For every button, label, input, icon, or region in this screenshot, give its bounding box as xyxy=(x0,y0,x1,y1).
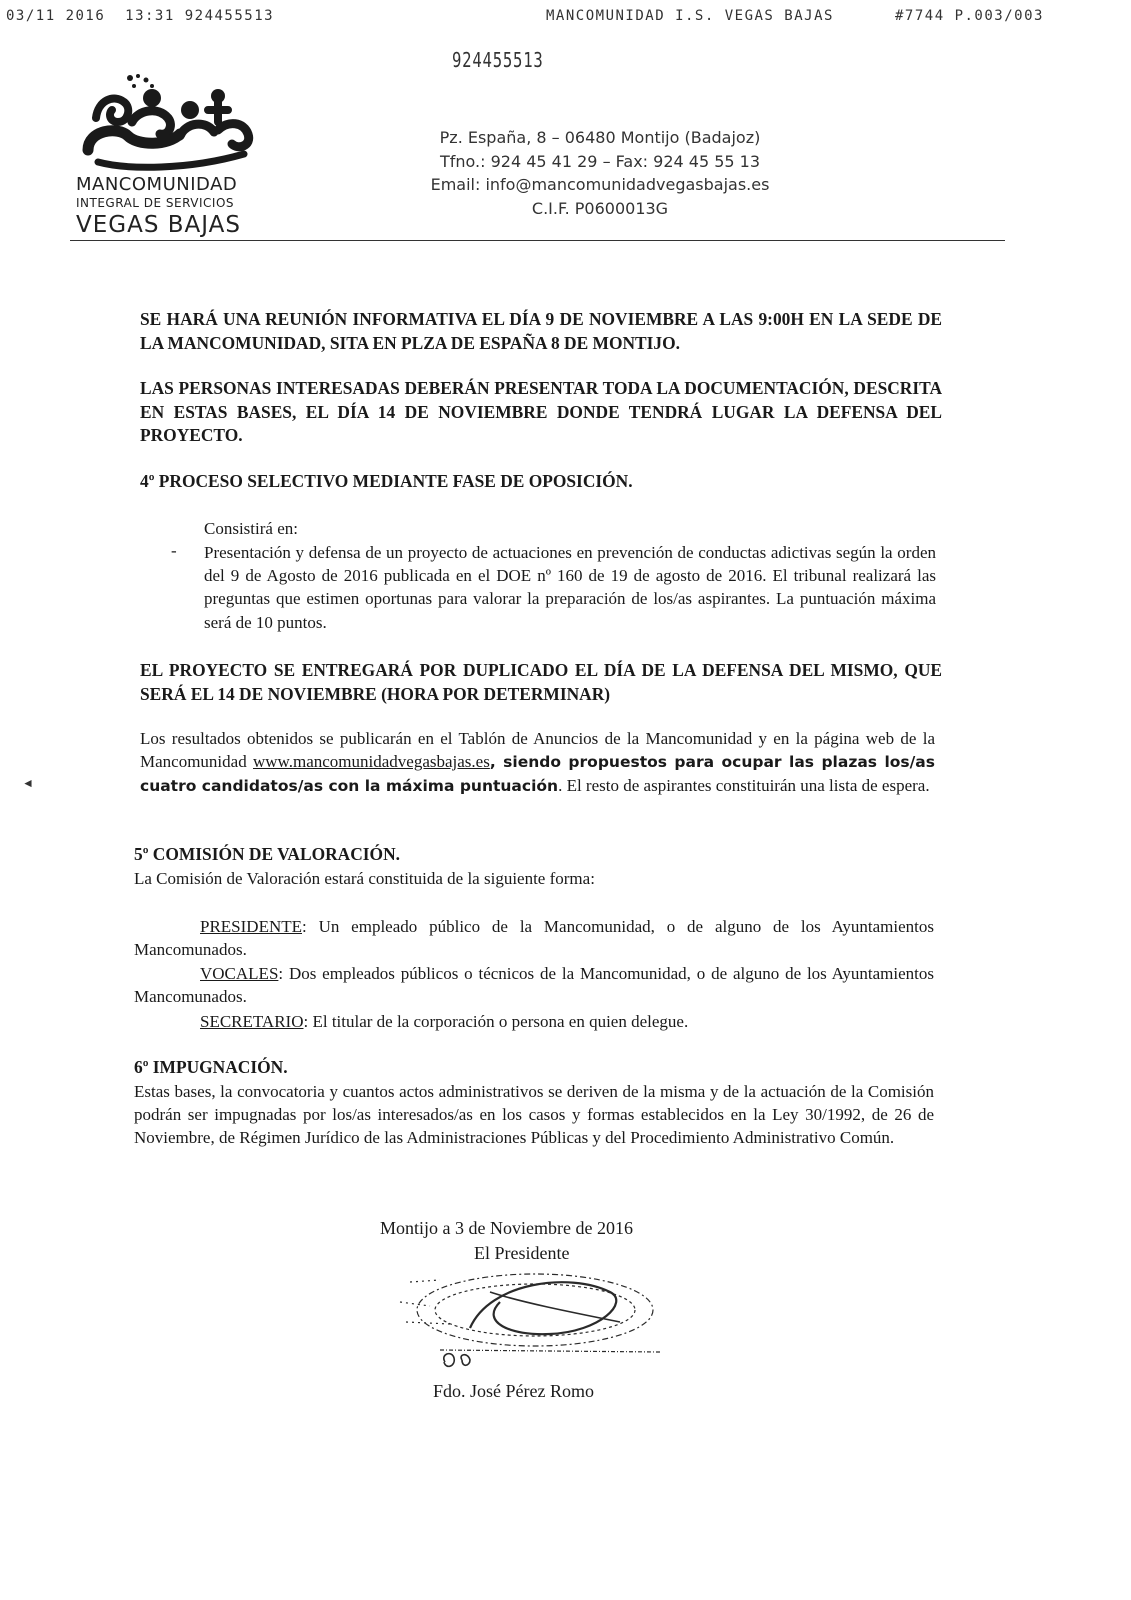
section-4-heading: 4º PROCESO SELECTIVO MEDIANTE FASE DE OPOSICIÓN. xyxy=(140,471,633,491)
fax-sender: MANCOMUNIDAD I.S. VEGAS BAJAS xyxy=(546,8,834,24)
section-6-heading: 6º IMPUGNACIÓN. xyxy=(134,1057,288,1077)
role-secretario-text: : El titular de la corporación o persona en quien delegue. xyxy=(303,1012,689,1031)
section-6-text: Estas bases, la convocatoria y cuantos actos administrativos se deriven de la misma y de la actuación de la Comisión podrán ser impugnadas por los/as interesados/as en los casos y formas establecidos en la Ley 30/1992, de 26 de Noviembre, de Régimen Jurídico de las Administraciones Públicas y del Procedimiento Administrativo Común. xyxy=(134,1082,934,1148)
letterhead-divider xyxy=(70,240,1005,241)
role-president xyxy=(134,915,934,961)
results-paragraph xyxy=(140,727,935,799)
official-stamp-signature-icon xyxy=(370,1262,670,1380)
role-president-text: : Un empleado público de la Mancomunidad, o de alguno de los Ayuntamientos Mancomunados. xyxy=(134,917,934,960)
role-president-label: PRESIDENTE xyxy=(200,917,302,936)
signer-name: Fdo. José Pérez Romo xyxy=(433,1381,594,1401)
section-5-intro: La Comisión de Valoración estará constituida de la siguiente forma: xyxy=(134,869,595,888)
role-vocales xyxy=(134,962,934,1008)
results-text-a: Los resultados obtenidos se publicarán en el Tablón de Anuncios de la Mancomunidad y en la página web de la Mancomunidad xyxy=(140,729,935,772)
role-vocales-label: VOCALES xyxy=(200,964,279,983)
list-bullet: - xyxy=(171,541,177,560)
org-email: Email: info@mancomunidadvegasbajas.es xyxy=(430,175,770,194)
org-name-line2: INTEGRAL DE SERVICIOS xyxy=(76,196,235,210)
role-secretario-label: SECRETARIO xyxy=(200,1012,304,1031)
section-4-item: Presentación y defensa de un proyecto de actuaciones en prevención de conductas adictivas según la orden del 9 de Agosto de 2016 publicada en el DOE nº 160 de 19 de agosto de 2016. El tribunal realizará las preguntas que estimen oportunas para valorar la preparación de los/as aspirantes. La puntuación máxima será de 10 puntos. xyxy=(204,543,936,632)
margin-arrow-icon: ◄ xyxy=(22,776,34,790)
section-4-intro: Consistirá en: xyxy=(204,519,298,538)
org-cif: C.I.F. P0600013G xyxy=(531,199,669,218)
meeting-notice: SE HARÁ UNA REUNIÓN INFORMATIVA EL DÍA 9 DE NOVIEMBRE A LAS 9:00H EN LA SEDE DE LA MANCOMUNIDAD, SITA EN PLZA DE ESPAÑA 8 DE MONTIJO. xyxy=(140,309,942,353)
mancomunidad-logo-icon xyxy=(68,70,268,178)
project-delivery-notice: EL PROYECTO SE ENTREGARÁ POR DUPLICADO EL DÍA DE LA DEFENSA DEL MISMO, QUE SERÁ EL 14 DE NOVIEMBRE (HORA POR DETERMINAR) xyxy=(140,660,942,704)
section-5-heading: 5º COMISIÓN DE VALORACIÓN. xyxy=(134,844,400,864)
fax-number: 924455513 xyxy=(452,48,544,72)
results-text-c: . El resto de aspirantes constituirán una lista de espera. xyxy=(558,776,930,796)
fax-page-number: #7744 P.003/003 xyxy=(895,8,1044,24)
website-link[interactable]: www.mancomunidadvegasbajas.es xyxy=(253,752,490,772)
org-name-line1: MANCOMUNIDAD xyxy=(76,174,238,195)
signatory-role: El Presidente xyxy=(474,1243,570,1263)
place-and-date: Montijo a 3 de Noviembre de 2016 xyxy=(380,1218,633,1238)
role-secretario xyxy=(200,1010,688,1033)
documentation-notice: LAS PERSONAS INTERESADAS DEBERÁN PRESENTAR TODA LA DOCUMENTACIÓN, DESCRITA EN ESTAS BASES, EL DÍA 14 DE NOVIEMBRE DONDE TENDRÁ LUGAR LA DEFENSA DEL PROYECTO. xyxy=(140,378,942,446)
org-phone-fax: Tfno.: 924 45 41 29 – Fax: 924 45 55 13 xyxy=(439,152,761,171)
org-address: Pz. España, 8 – 06480 Montijo (Badajoz) xyxy=(439,128,761,147)
role-vocales-text: : Dos empleados públicos o técnicos de la Mancomunidad, o de alguno de los Ayuntamientos Mancomunados. xyxy=(134,964,934,1007)
org-name-line3: VEGAS BAJAS xyxy=(76,212,241,238)
results-text-b: , siendo propuestos para ocupar las plazas los/as cuatro candidatos/as con la máxima puntuación xyxy=(140,753,935,796)
fax-datetime: 03/11 2016 13:31 924455513 xyxy=(6,8,275,24)
